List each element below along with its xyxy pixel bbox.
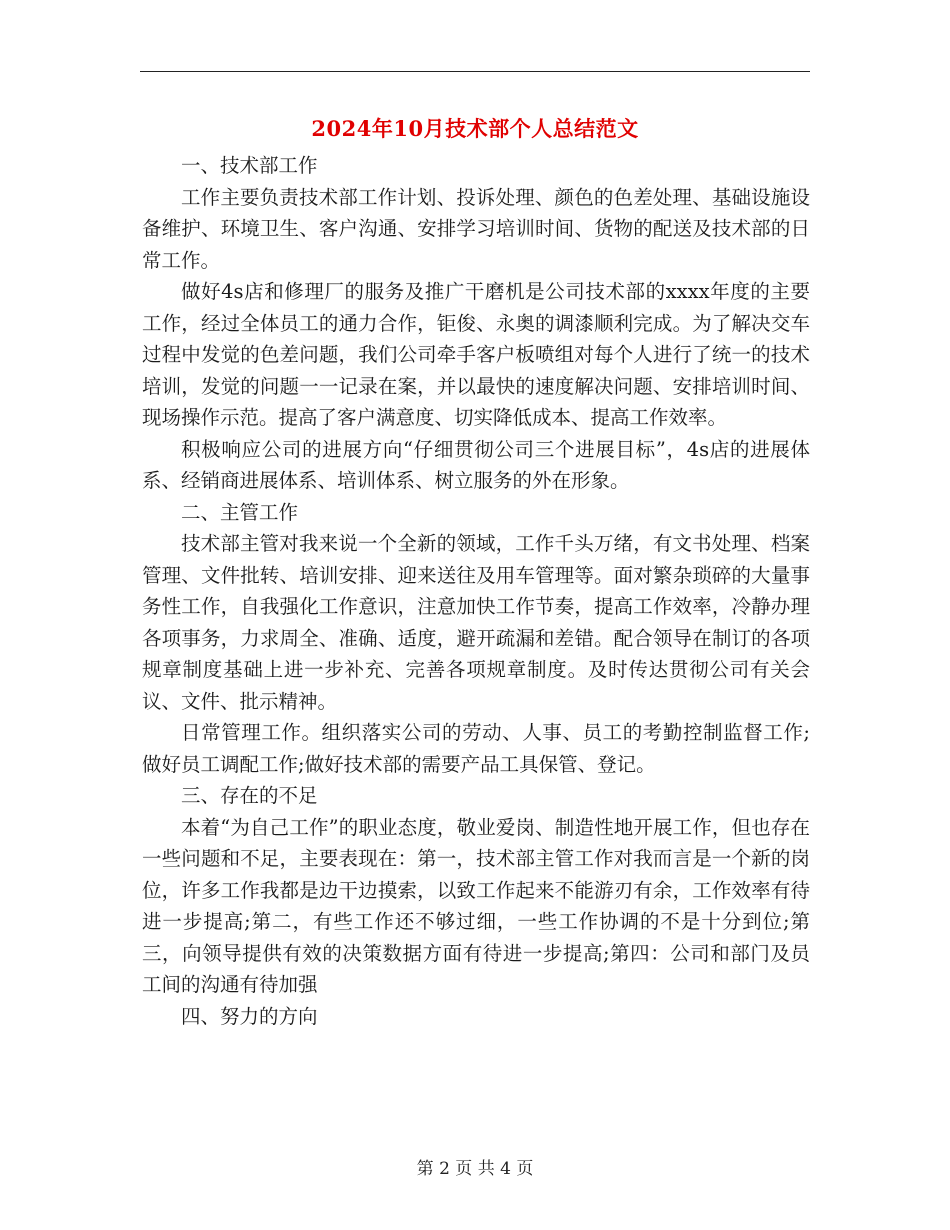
paragraph: 积极响应公司的进展方向“仔细贯彻公司三个进展目标”，4s店的进展体系、经销商进展体系、培训体系、树立服务的外在形象。 — [142, 437, 810, 492]
document-body — [142, 150, 810, 1032]
paragraph: 日常管理工作。组织落实公司的劳动、人事、员工的考勤控制监督工作;做好员工调配工作;做好技术部的需要产品工具保管、登记。 — [142, 721, 810, 776]
paragraph: 技术部主管对我来说一个全新的领域，工作千头万绪，有文书处理、档案管理、文件批转、培训安排、迎来送往及用车管理等。面对繁杂琐碎的大量事务性工作，自我强化工作意识，注意加快工作节奏，提高工作效率，冷静办理各项事务，力求周全、准确、适度，避开疏漏和差错。配合领导在制订的各项规章制度基础上进一步补充、完善各项规章制度。及时传达贯彻公司有关会议、文件、批示精神。 — [142, 532, 810, 713]
section-heading-1: 一、技术部工作 — [181, 154, 318, 177]
header-rule — [140, 71, 810, 72]
section-heading-2: 二、主管工作 — [181, 500, 299, 524]
paragraph: 工作主要负责技术部工作计划、投诉处理、颜色的色差处理、基础设施设备维护、环境卫生、客户沟通、安排学习培训时间、货物的配送及技术部的日常工作。 — [142, 185, 810, 272]
document-title: 2024年10月技术部个人总结范文 — [311, 116, 639, 141]
paragraph: 本着“为自己工作”的职业态度，敬业爱岗、制造性地开展工作，但也存在一些问题和不足，主要表现在：第一，技术部主管工作对我而言是一个新的岗位，许多工作我都是边干边摸索，以致工作起来不能游刃有余，工作效率有待进一步提高;第二，有些工作还不够过细，一些工作协调的不是十分到位;第三，向领导提供有效的决策数据方面有待进一步提高;第四：公司和部门及员工间的沟通有待加强 — [142, 815, 810, 996]
page-footer: 第 2 页 共 4 页 — [416, 1159, 534, 1179]
paragraph: 做好4s店和修理厂的服务及推广干磨机是公司技术部的xxxx年度的主要工作，经过全体员工的通力合作，钜俊、永奥的调漆顺利完成。为了解决交车过程中发觉的色差问题，我们公司牵手客户板喷组对每个人进行了统一的技术培训，发觉的问题一一记录在案，并以最快的速度解决问题、安排培训时间、现场操作示范。提高了客户满意度、切实降低成本、提高工作效率。 — [142, 280, 810, 429]
section-heading-4: 四、努力的方向 — [181, 1004, 318, 1028]
section-heading-3: 三、存在的不足 — [181, 784, 318, 807]
